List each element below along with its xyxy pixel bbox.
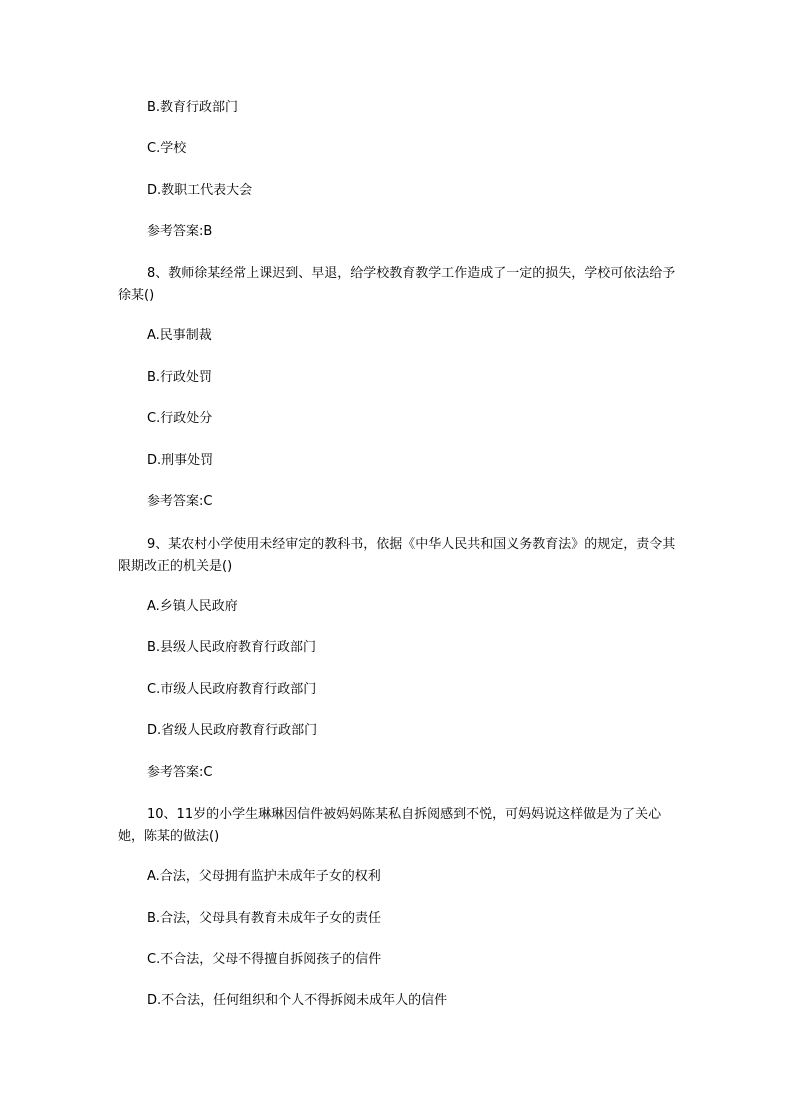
q7-option-b: B.教育行政部门 [147, 100, 239, 115]
q8-option-c: C.行政处分 [147, 411, 213, 426]
q9-question: 9、某农村小学使用未经审定的教科书，依据《中华人民共和国义务教育法》的规定，责令其限期改正的机关是() [118, 537, 676, 574]
q10-option-a: A.合法，父母拥有监护未成年子女的权利 [147, 869, 381, 884]
q8-question: 8、教师徐某经常上课迟到、早退，给学校教育教学工作造成了一定的损失，学校可依法给予徐某() [118, 266, 676, 303]
q10-question: 10、11岁的小学生琳琳因信件被妈妈陈某私自拆阅感到不悦，可妈妈说这样做是为了关心她，陈某的做法() [118, 807, 662, 844]
q8-option-a: A.民事制裁 [147, 328, 212, 343]
q9-option-b: B.县级人民政府教育行政部门 [147, 640, 317, 655]
q8-option-d: D.刑事处罚 [147, 453, 214, 468]
q9-option-a: A.乡镇人民政府 [147, 599, 238, 614]
q10-option-b: B.合法，父母具有教育未成年子女的责任 [147, 911, 382, 926]
q9-answer: 参考答案:C [147, 765, 213, 780]
q8-option-b: B.行政处罚 [147, 370, 213, 385]
q7-answer: 参考答案:B [147, 224, 213, 239]
q7-option-c: C.学校 [147, 141, 187, 156]
q9-option-c: C.市级人民政府教育行政部门 [147, 682, 317, 697]
q10-option-d: D.不合法，任何组织和个人不得拆阅未成年人的信件 [147, 993, 448, 1008]
q7-option-d: D.教职工代表大会 [147, 183, 253, 198]
q10-option-c: C.不合法，父母不得擅自拆阅孩子的信件 [147, 952, 382, 967]
q9-option-d: D.省级人民政府教育行政部门 [147, 723, 318, 738]
q8-answer: 参考答案:C [147, 494, 213, 509]
